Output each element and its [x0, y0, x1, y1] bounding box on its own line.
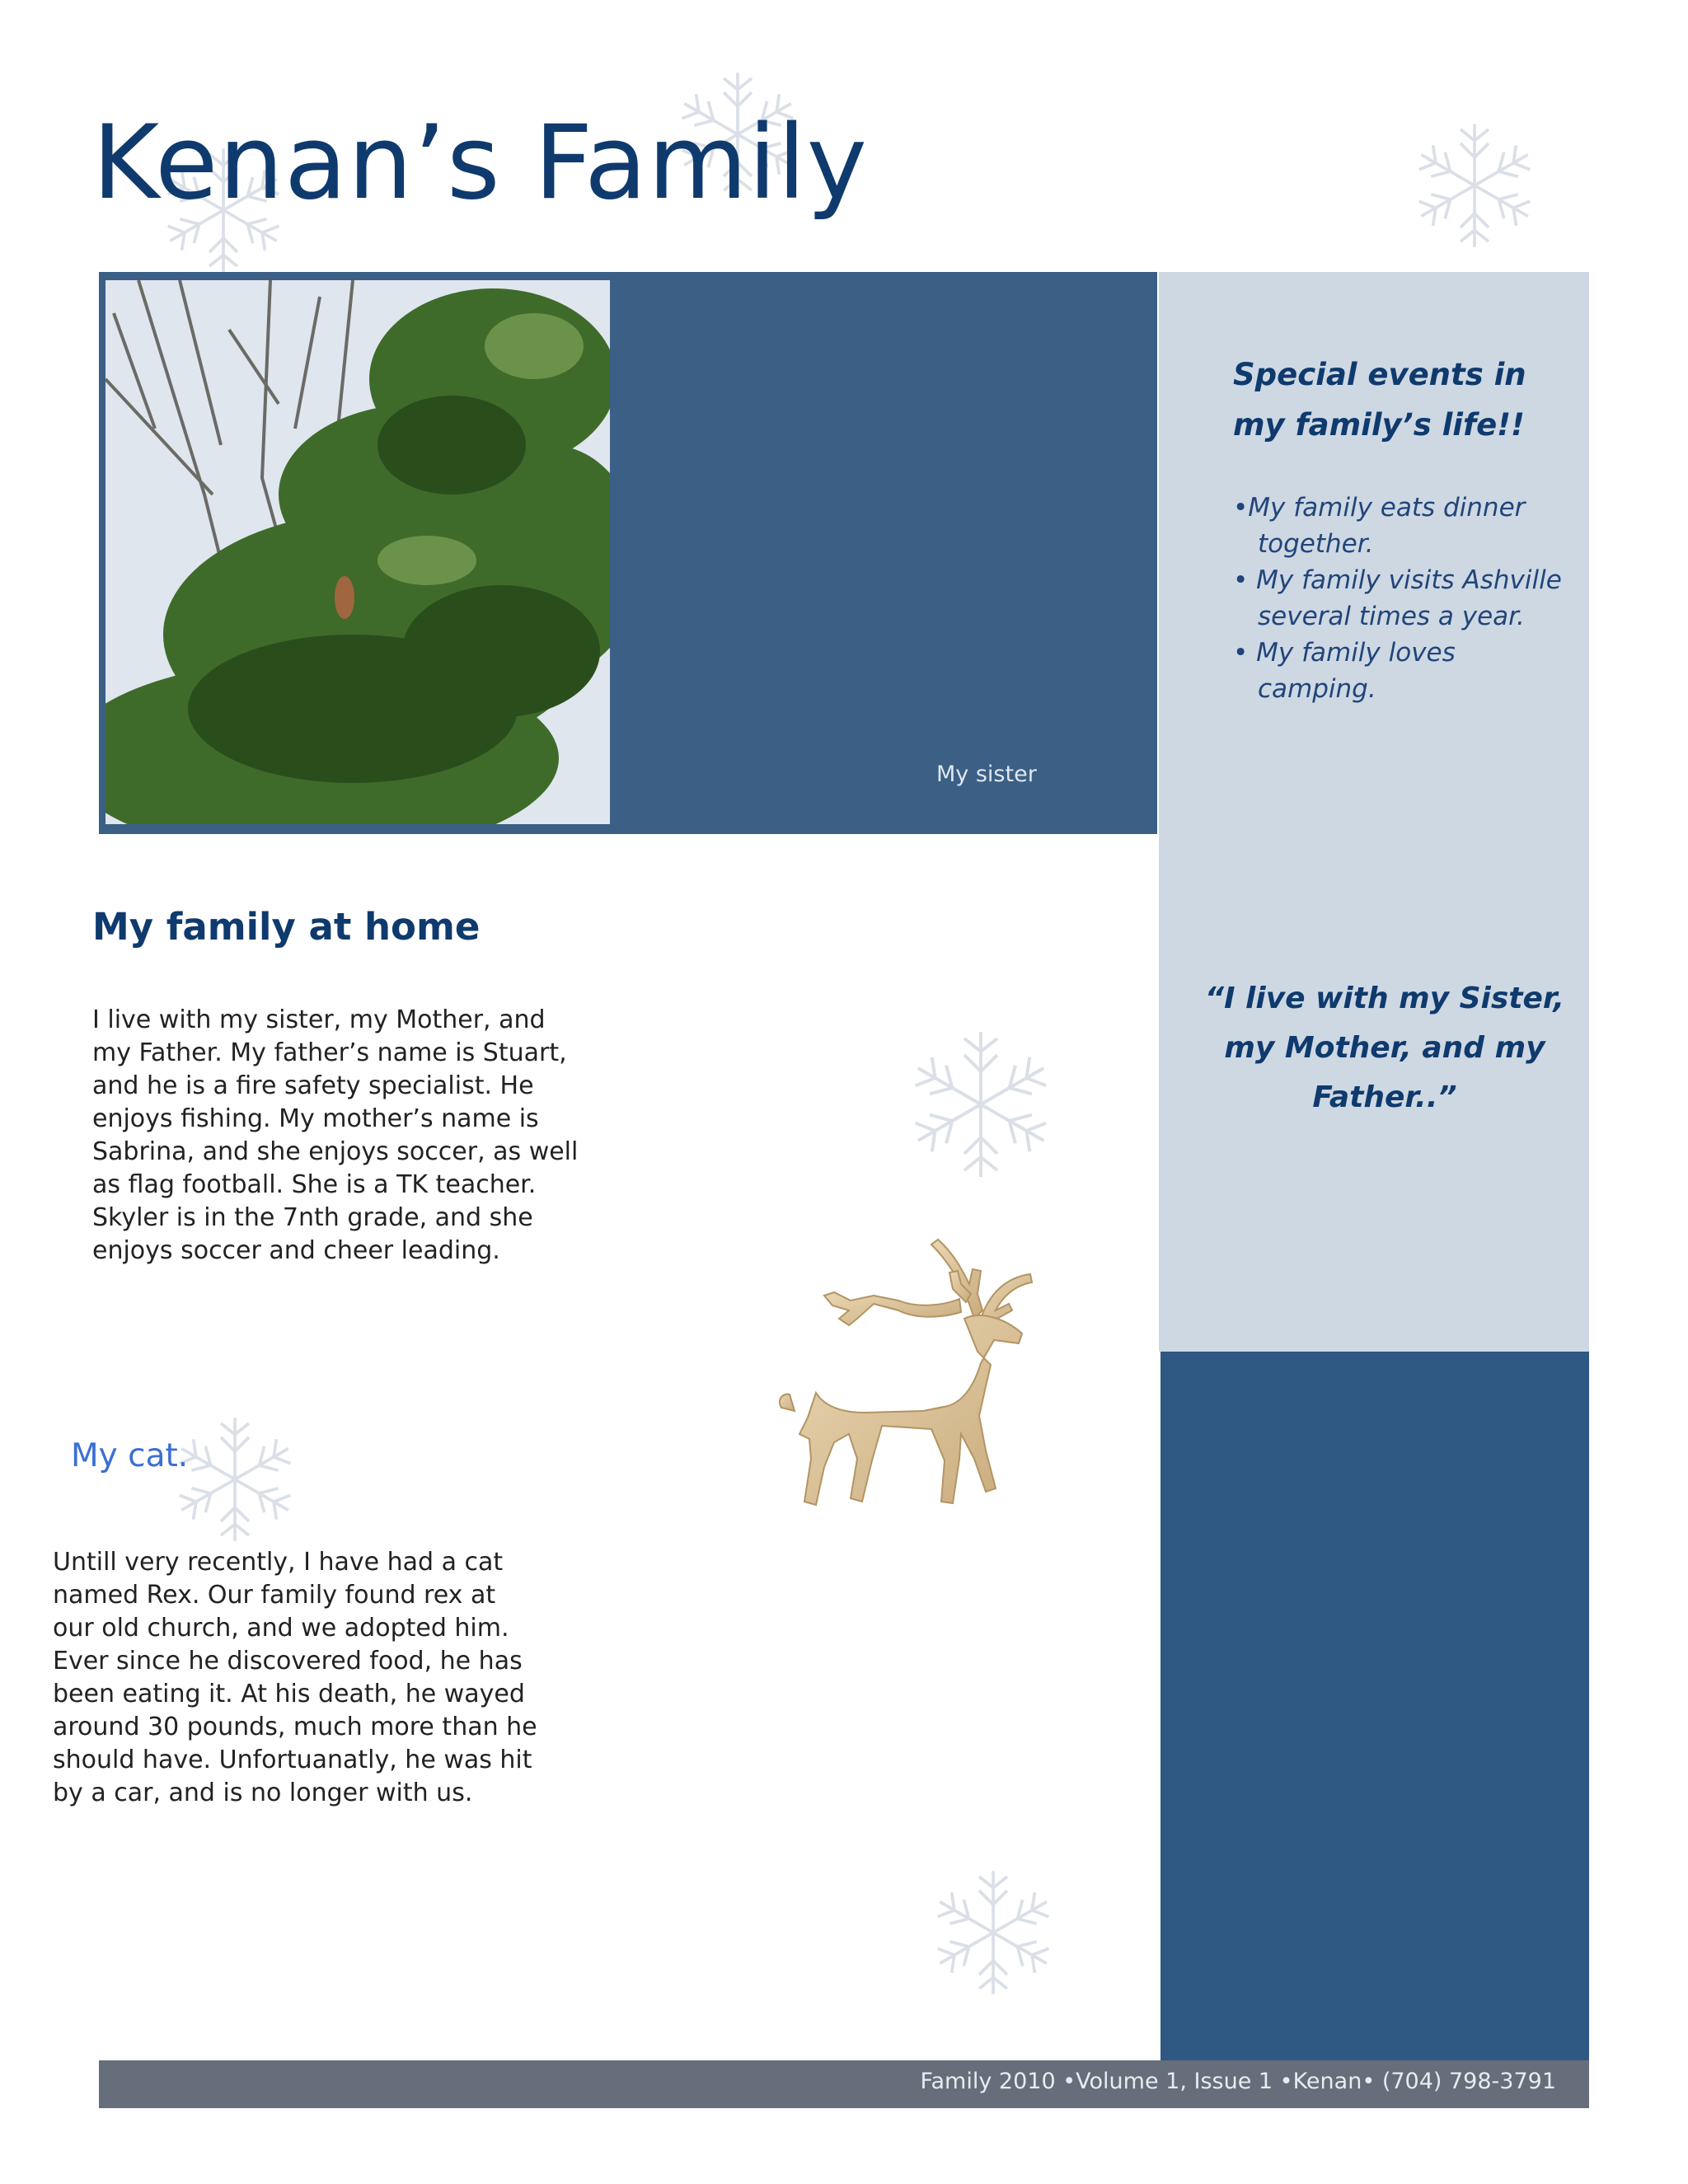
snowflake-icon: [923, 1863, 1063, 2003]
home-heading: My family at home: [92, 905, 481, 949]
snowflake-icon: [898, 1022, 1063, 1187]
cat-body: Untill very recently, I have had a cat named Rex. Our family found rex at our old church, and we adopted him. Ever since he discovered food, he has been eating it. At his death, he wayed around 30 pounds, much more than he should have. Unfortuanatly, he was hit by a car, and is no longer with us.: [53, 1548, 537, 1807]
sister-photo: [106, 280, 610, 824]
list-item: •My family eats dinner together.: [1233, 493, 1526, 559]
snowflake-icon: [1404, 115, 1545, 255]
footer-text: Family 2010 •Volume 1, Issue 1 •Kenan• (704) 798-3791: [920, 2069, 1556, 2094]
events-list: [1217, 490, 1563, 707]
list-item: • My family loves camping.: [1233, 638, 1456, 704]
home-body: I live with my sister, my Mother, and my Father. My father’s name is Stuart, and he is a fire safety specialist. He enjoys fishing. My mother’s name is Sabrina, and she enjoys soccer, as well as flag football. She is a TK teacher. Skyler is in the 7nth grade, and she enjoys soccer and cheer leading.: [92, 1005, 579, 1265]
photo-caption: My sister: [936, 762, 1037, 787]
cat-heading: My cat.: [71, 1437, 189, 1474]
footer-bar: [99, 2060, 1589, 2108]
pull-quote: “I live with my Sister, my Mother, and my Father..”: [1204, 982, 1565, 1114]
reindeer-icon: [758, 1195, 1055, 1541]
sidebar-dark: [1160, 1352, 1589, 2060]
list-item: • My family visits Ashville several times a year.: [1233, 565, 1562, 631]
snowflake-icon: [165, 1409, 305, 1549]
events-heading: Special events in my family’s life!!: [1233, 357, 1526, 443]
page-title: Kenan’s Family: [92, 104, 869, 223]
